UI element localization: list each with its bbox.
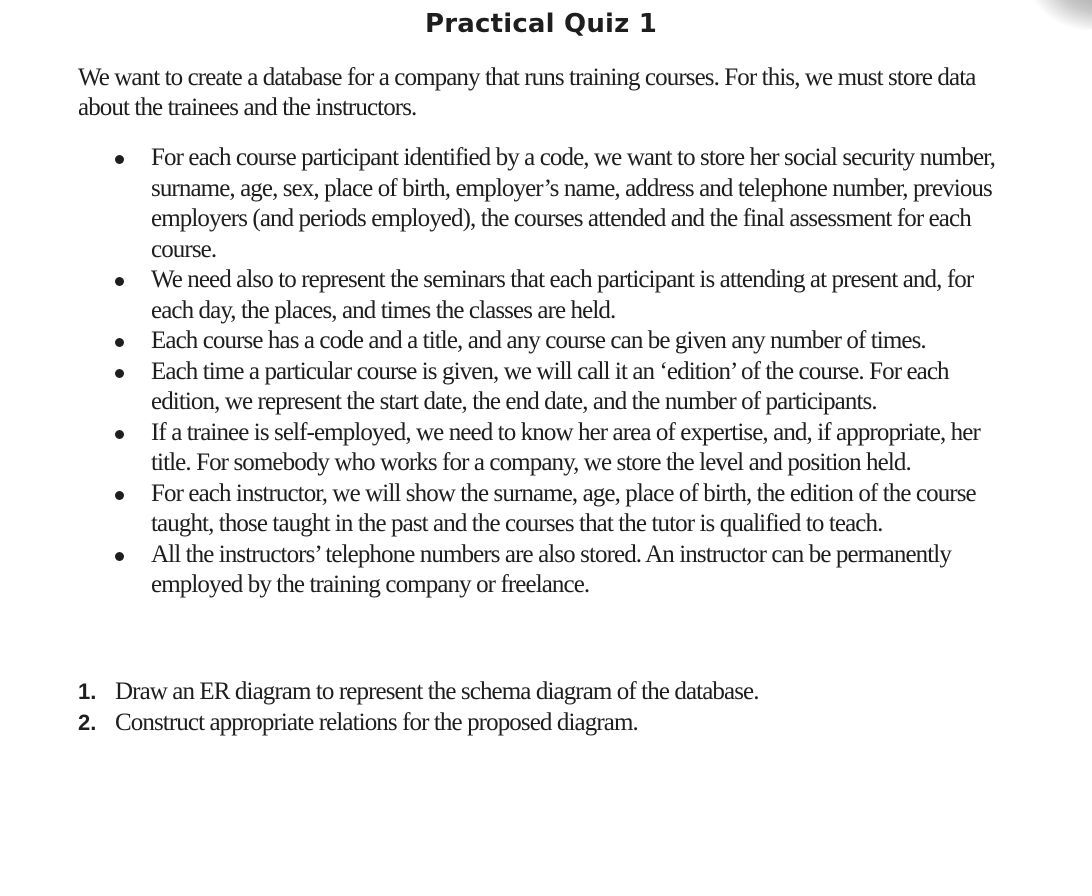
list-item <box>0 326 1011 357</box>
list-item-text: For each course participant identified by a code, we want to store her social security number, surname, age, sex, place of birth, employer’s name, address and telephone number, previous employers (and periods employed), the courses attended and the final assessment for each course. <box>151 144 995 263</box>
bullet-icon <box>115 552 124 561</box>
task-number: 1. <box>78 679 97 704</box>
page-title: Practical Quiz 1 <box>424 9 658 39</box>
list-item-text: Each course has a code and a title, and any course can be given any number of times. <box>151 327 926 354</box>
bullet-icon <box>115 491 124 500</box>
list-item <box>0 265 1011 326</box>
list-item-text: If a trainee is self-employed, we need to know her area of expertise, and, if appropriate, her title. For somebody who works for a company, we store the level and position held. <box>151 418 980 476</box>
list-item <box>0 357 1011 418</box>
task-text: Draw an ER diagram to represent the schema diagram of the database. <box>115 678 759 705</box>
list-item-text: Each time a particular course is given, we will call it an ‘edition’ of the course. For each edition, we represent the start date, the end date, and the number of participants. <box>151 357 949 415</box>
task-item-2 <box>0 707 1092 738</box>
bullet-icon <box>115 338 124 347</box>
list-item-text: All the instructors’ telephone numbers are also stored. An instructor can be permanently employed by the training company or freelance. <box>151 540 951 598</box>
list-item <box>0 418 1011 479</box>
task-number: 2. <box>78 710 97 735</box>
list-item <box>0 143 1011 265</box>
bullet-icon <box>115 155 124 164</box>
bullet-icon <box>115 430 124 439</box>
bullet-icon <box>115 369 124 378</box>
list-item <box>0 479 1011 540</box>
intro-paragraph: We want to create a database for a company that runs training courses. For this, we must store data about the trainees and the instructors. <box>78 64 976 121</box>
requirements-list <box>0 143 1092 601</box>
list-item-text: For each instructor, we will show the surname, age, place of birth, the edition of the course taught, those taught in the past and the courses that the tutor is qualified to teach. <box>151 479 976 537</box>
list-item-text: We need also to represent the seminars that each participant is attending at present and, for each day, the places, and times the classes are held. <box>151 266 974 324</box>
list-item <box>0 540 1011 601</box>
task-list <box>0 676 1092 738</box>
task-item-1 <box>0 676 1092 707</box>
task-text: Construct appropriate relations for the proposed diagram. <box>115 709 638 736</box>
bullet-icon <box>115 277 124 286</box>
